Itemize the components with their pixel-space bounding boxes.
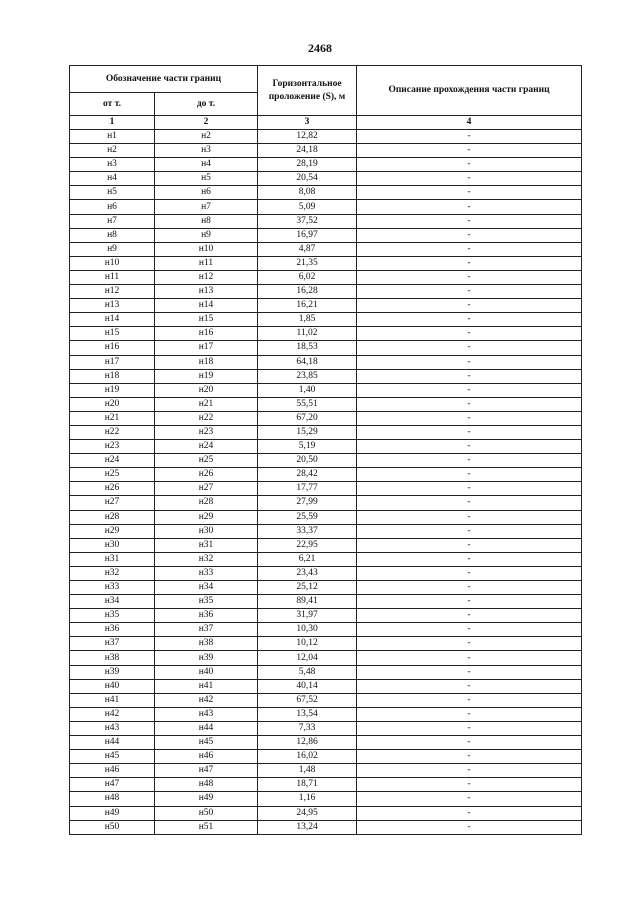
from-point-cell: н25	[70, 468, 155, 482]
description-cell: -	[357, 425, 582, 439]
to-point-cell: н5	[155, 172, 258, 186]
distance-cell: 12,82	[258, 130, 357, 144]
table-row	[70, 355, 582, 369]
distance-cell: 20,50	[258, 454, 357, 468]
to-point-cell: н50	[155, 806, 258, 820]
to-point-cell: н49	[155, 792, 258, 806]
table-row	[70, 609, 582, 623]
to-point-cell: н16	[155, 327, 258, 341]
description-cell: -	[357, 693, 582, 707]
from-point-cell: н47	[70, 778, 155, 792]
table-row	[70, 242, 582, 256]
table-row	[70, 214, 582, 228]
from-point-cell: н30	[70, 538, 155, 552]
from-point-cell: н44	[70, 736, 155, 750]
table-row	[70, 256, 582, 270]
table-row	[70, 552, 582, 566]
distance-cell: 7,33	[258, 721, 357, 735]
to-point-cell: н39	[155, 651, 258, 665]
distance-cell: 23,85	[258, 369, 357, 383]
description-cell: -	[357, 538, 582, 552]
distance-cell: 4,87	[258, 242, 357, 256]
distance-cell: 1,16	[258, 792, 357, 806]
from-point-cell: н31	[70, 552, 155, 566]
from-point-cell: н50	[70, 820, 155, 834]
distance-cell: 13,24	[258, 820, 357, 834]
description-cell: -	[357, 651, 582, 665]
description-cell: -	[357, 496, 582, 510]
description-cell: -	[357, 214, 582, 228]
from-point-cell: н15	[70, 327, 155, 341]
table-row	[70, 524, 582, 538]
distance-cell: 16,21	[258, 299, 357, 313]
from-point-cell: н37	[70, 637, 155, 651]
table-row	[70, 792, 582, 806]
description-cell: -	[357, 792, 582, 806]
to-point-cell: н35	[155, 595, 258, 609]
description-cell: -	[357, 256, 582, 270]
to-point-cell: н31	[155, 538, 258, 552]
from-point-cell: н27	[70, 496, 155, 510]
distance-cell: 5,48	[258, 665, 357, 679]
to-point-cell: н18	[155, 355, 258, 369]
table-row	[70, 425, 582, 439]
description-cell: -	[357, 736, 582, 750]
distance-cell: 1,40	[258, 383, 357, 397]
horizontal-distance-header: Горизонтальное проложение (S), м	[258, 66, 357, 116]
distance-cell: 22,95	[258, 538, 357, 552]
distance-cell: 5,09	[258, 200, 357, 214]
distance-cell: 25,59	[258, 510, 357, 524]
from-point-cell: н20	[70, 397, 155, 411]
distance-cell: 20,54	[258, 172, 357, 186]
from-point-cell: н17	[70, 355, 155, 369]
boundary-description-header: Описание прохождения части границ	[357, 66, 582, 116]
table-row	[70, 411, 582, 425]
table-row	[70, 228, 582, 242]
distance-cell: 24,95	[258, 806, 357, 820]
to-point-cell: н41	[155, 679, 258, 693]
distance-cell: 6,02	[258, 270, 357, 284]
from-point-cell: н46	[70, 764, 155, 778]
to-point-cell: н9	[155, 228, 258, 242]
description-cell: -	[357, 144, 582, 158]
description-cell: -	[357, 313, 582, 327]
to-point-cell: н7	[155, 200, 258, 214]
description-cell: -	[357, 750, 582, 764]
to-point-cell: н13	[155, 285, 258, 299]
table-row	[70, 468, 582, 482]
to-point-cell: н20	[155, 383, 258, 397]
table-row	[70, 581, 582, 595]
to-point-cell: н45	[155, 736, 258, 750]
distance-cell: 28,42	[258, 468, 357, 482]
to-point-cell: н32	[155, 552, 258, 566]
table-row	[70, 736, 582, 750]
to-point-cell: н40	[155, 665, 258, 679]
distance-cell: 16,97	[258, 228, 357, 242]
distance-cell: 13,54	[258, 707, 357, 721]
distance-cell: 12,04	[258, 651, 357, 665]
to-point-cell: н33	[155, 566, 258, 580]
description-cell: -	[357, 679, 582, 693]
to-point-cell: н12	[155, 270, 258, 284]
distance-cell: 5,19	[258, 440, 357, 454]
distance-cell: 64,18	[258, 355, 357, 369]
distance-cell: 25,12	[258, 581, 357, 595]
description-cell: -	[357, 200, 582, 214]
to-point-cell: н30	[155, 524, 258, 538]
to-point-cell: н21	[155, 397, 258, 411]
table-row	[70, 651, 582, 665]
distance-cell: 12,86	[258, 736, 357, 750]
description-cell: -	[357, 707, 582, 721]
table-row	[70, 623, 582, 637]
to-point-header: до т.	[155, 93, 258, 116]
description-cell: -	[357, 524, 582, 538]
distance-cell: 24,18	[258, 144, 357, 158]
to-point-cell: н28	[155, 496, 258, 510]
distance-cell: 10,30	[258, 623, 357, 637]
to-point-cell: н14	[155, 299, 258, 313]
table-row	[70, 285, 582, 299]
description-cell: -	[357, 566, 582, 580]
from-point-cell: н24	[70, 454, 155, 468]
table-row	[70, 693, 582, 707]
description-cell: -	[357, 186, 582, 200]
table-row	[70, 806, 582, 820]
table-row	[70, 566, 582, 580]
boundary-table	[69, 65, 582, 835]
table-body	[70, 130, 582, 835]
distance-cell: 67,52	[258, 693, 357, 707]
table-row	[70, 341, 582, 355]
table-row	[70, 440, 582, 454]
to-point-cell: н25	[155, 454, 258, 468]
to-point-cell: н48	[155, 778, 258, 792]
distance-cell: 55,51	[258, 397, 357, 411]
from-point-cell: н18	[70, 369, 155, 383]
distance-cell: 33,37	[258, 524, 357, 538]
description-cell: -	[357, 623, 582, 637]
from-point-cell: н19	[70, 383, 155, 397]
from-point-cell: н10	[70, 256, 155, 270]
table-row	[70, 186, 582, 200]
boundary-designation-header: Обозначение части границ	[70, 66, 258, 93]
from-point-cell: н32	[70, 566, 155, 580]
table-row	[70, 397, 582, 411]
table-row	[70, 510, 582, 524]
distance-cell: 15,29	[258, 425, 357, 439]
from-point-cell: н48	[70, 792, 155, 806]
distance-cell: 18,71	[258, 778, 357, 792]
table-row	[70, 327, 582, 341]
from-point-cell: н38	[70, 651, 155, 665]
distance-cell: 27,99	[258, 496, 357, 510]
from-point-cell: н22	[70, 425, 155, 439]
to-point-cell: н42	[155, 693, 258, 707]
from-point-cell: н14	[70, 313, 155, 327]
to-point-cell: н15	[155, 313, 258, 327]
table-row	[70, 454, 582, 468]
column-number: 4	[357, 116, 582, 130]
from-point-header: от т.	[70, 93, 155, 116]
table-row	[70, 496, 582, 510]
description-cell: -	[357, 510, 582, 524]
distance-cell: 89,41	[258, 595, 357, 609]
description-cell: -	[357, 369, 582, 383]
description-cell: -	[357, 383, 582, 397]
table-row	[70, 665, 582, 679]
to-point-cell: н37	[155, 623, 258, 637]
description-cell: -	[357, 820, 582, 834]
description-cell: -	[357, 552, 582, 566]
table-row	[70, 313, 582, 327]
from-point-cell: н33	[70, 581, 155, 595]
table-row	[70, 679, 582, 693]
description-cell: -	[357, 454, 582, 468]
table-row	[70, 750, 582, 764]
from-point-cell: н23	[70, 440, 155, 454]
description-cell: -	[357, 130, 582, 144]
from-point-cell: н21	[70, 411, 155, 425]
description-cell: -	[357, 285, 582, 299]
from-point-cell: н1	[70, 130, 155, 144]
from-point-cell: н45	[70, 750, 155, 764]
from-point-cell: н13	[70, 299, 155, 313]
table-header	[70, 66, 582, 130]
distance-cell: 37,52	[258, 214, 357, 228]
from-point-cell: н42	[70, 707, 155, 721]
description-cell: -	[357, 637, 582, 651]
distance-cell: 11,02	[258, 327, 357, 341]
description-cell: -	[357, 806, 582, 820]
to-point-cell: н17	[155, 341, 258, 355]
from-point-cell: н49	[70, 806, 155, 820]
from-point-cell: н16	[70, 341, 155, 355]
description-cell: -	[357, 440, 582, 454]
table-row	[70, 158, 582, 172]
distance-cell: 16,02	[258, 750, 357, 764]
description-cell: -	[357, 764, 582, 778]
description-cell: -	[357, 299, 582, 313]
distance-cell: 1,85	[258, 313, 357, 327]
to-point-cell: н26	[155, 468, 258, 482]
to-point-cell: н6	[155, 186, 258, 200]
from-point-cell: н3	[70, 158, 155, 172]
description-cell: -	[357, 327, 582, 341]
from-point-cell: н5	[70, 186, 155, 200]
description-cell: -	[357, 482, 582, 496]
distance-cell: 16,28	[258, 285, 357, 299]
description-cell: -	[357, 468, 582, 482]
from-point-cell: н29	[70, 524, 155, 538]
description-cell: -	[357, 595, 582, 609]
to-point-cell: н43	[155, 707, 258, 721]
from-point-cell: н2	[70, 144, 155, 158]
description-cell: -	[357, 228, 582, 242]
from-point-cell: н43	[70, 721, 155, 735]
table-row	[70, 172, 582, 186]
to-point-cell: н34	[155, 581, 258, 595]
column-number: 3	[258, 116, 357, 130]
table-row	[70, 707, 582, 721]
table-row	[70, 778, 582, 792]
table-row	[70, 482, 582, 496]
distance-cell: 67,20	[258, 411, 357, 425]
description-cell: -	[357, 355, 582, 369]
table-row	[70, 369, 582, 383]
table-row	[70, 721, 582, 735]
from-point-cell: н6	[70, 200, 155, 214]
distance-cell: 17,77	[258, 482, 357, 496]
table-row	[70, 637, 582, 651]
table-row	[70, 820, 582, 834]
page-number: 2468	[308, 41, 332, 55]
to-point-cell: н47	[155, 764, 258, 778]
table-row	[70, 200, 582, 214]
table-row	[70, 764, 582, 778]
distance-cell: 28,19	[258, 158, 357, 172]
table-row	[70, 595, 582, 609]
to-point-cell: н22	[155, 411, 258, 425]
column-number: 1	[70, 116, 155, 130]
to-point-cell: н44	[155, 721, 258, 735]
description-cell: -	[357, 172, 582, 186]
from-point-cell: н26	[70, 482, 155, 496]
distance-cell: 18,53	[258, 341, 357, 355]
distance-cell: 8,08	[258, 186, 357, 200]
table-row	[70, 144, 582, 158]
distance-cell: 40,14	[258, 679, 357, 693]
to-point-cell: н10	[155, 242, 258, 256]
from-point-cell: н39	[70, 665, 155, 679]
from-point-cell: н7	[70, 214, 155, 228]
description-cell: -	[357, 341, 582, 355]
description-cell: -	[357, 665, 582, 679]
to-point-cell: н8	[155, 214, 258, 228]
from-point-cell: н40	[70, 679, 155, 693]
to-point-cell: н2	[155, 130, 258, 144]
to-point-cell: н4	[155, 158, 258, 172]
from-point-cell: н28	[70, 510, 155, 524]
from-point-cell: н35	[70, 609, 155, 623]
distance-cell: 21,35	[258, 256, 357, 270]
description-cell: -	[357, 581, 582, 595]
from-point-cell: н8	[70, 228, 155, 242]
table-row	[70, 383, 582, 397]
table-row	[70, 130, 582, 144]
distance-cell: 6,21	[258, 552, 357, 566]
from-point-cell: н9	[70, 242, 155, 256]
from-point-cell: н4	[70, 172, 155, 186]
to-point-cell: н46	[155, 750, 258, 764]
to-point-cell: н24	[155, 440, 258, 454]
to-point-cell: н29	[155, 510, 258, 524]
distance-cell: 1,48	[258, 764, 357, 778]
table-row	[70, 538, 582, 552]
table-row	[70, 270, 582, 284]
distance-cell: 31,97	[258, 609, 357, 623]
description-cell: -	[357, 158, 582, 172]
to-point-cell: н11	[155, 256, 258, 270]
description-cell: -	[357, 411, 582, 425]
to-point-cell: н51	[155, 820, 258, 834]
description-cell: -	[357, 609, 582, 623]
from-point-cell: н36	[70, 623, 155, 637]
description-cell: -	[357, 270, 582, 284]
description-cell: -	[357, 397, 582, 411]
to-point-cell: н19	[155, 369, 258, 383]
from-point-cell: н12	[70, 285, 155, 299]
from-point-cell: н34	[70, 595, 155, 609]
table-row	[70, 299, 582, 313]
to-point-cell: н38	[155, 637, 258, 651]
to-point-cell: н27	[155, 482, 258, 496]
from-point-cell: н41	[70, 693, 155, 707]
description-cell: -	[357, 778, 582, 792]
description-cell: -	[357, 721, 582, 735]
to-point-cell: н36	[155, 609, 258, 623]
distance-cell: 10,12	[258, 637, 357, 651]
column-number: 2	[155, 116, 258, 130]
to-point-cell: н23	[155, 425, 258, 439]
from-point-cell: н11	[70, 270, 155, 284]
to-point-cell: н3	[155, 144, 258, 158]
description-cell: -	[357, 242, 582, 256]
distance-cell: 23,43	[258, 566, 357, 580]
